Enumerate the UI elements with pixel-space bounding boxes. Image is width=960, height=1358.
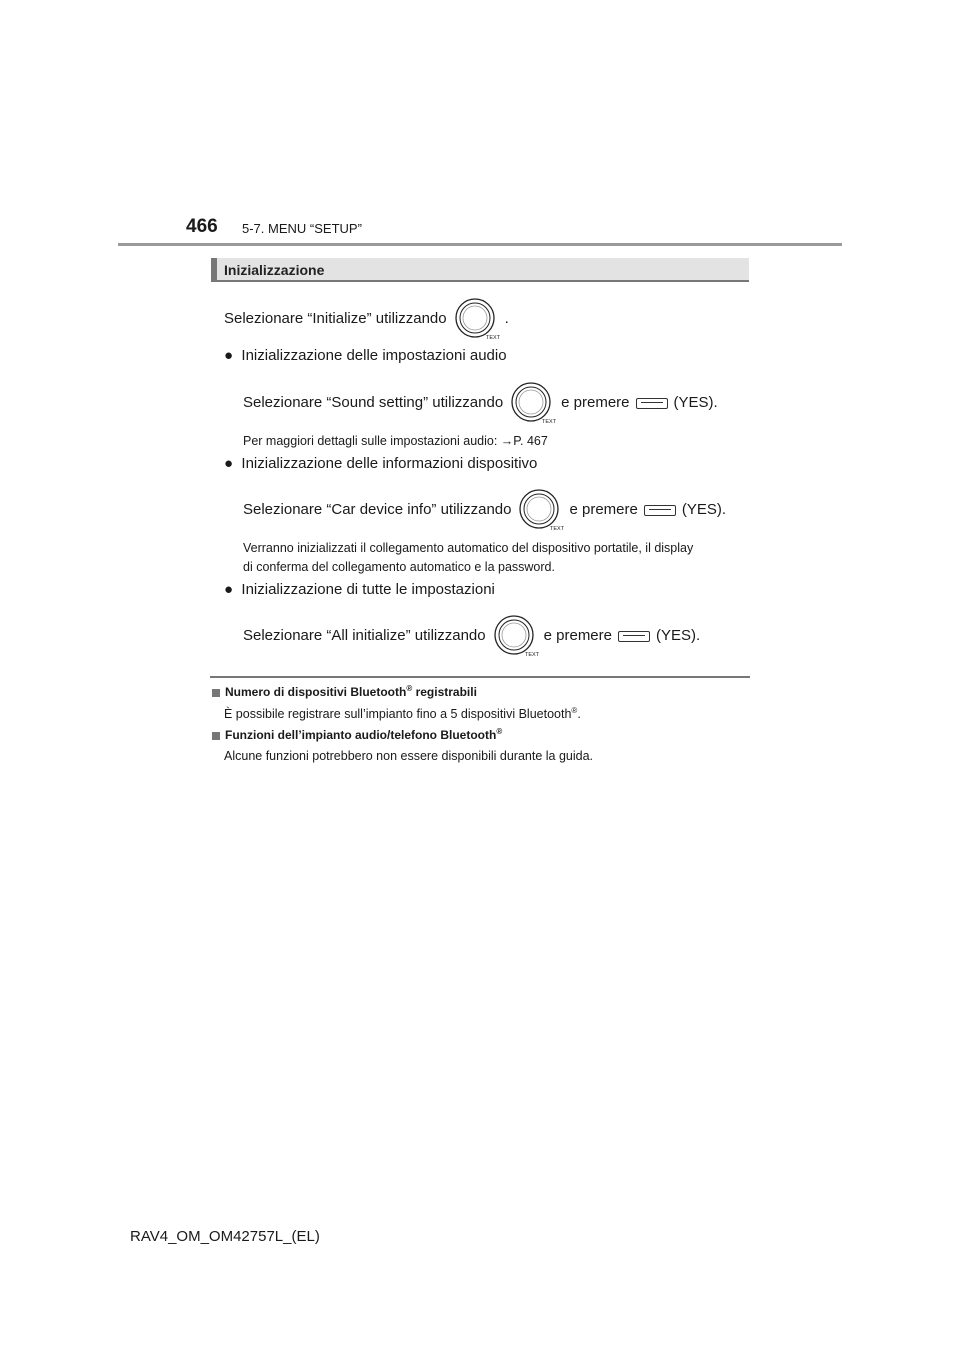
steering-switch-icon — [636, 398, 668, 409]
item-note-device-1: Verranno inizializzati il collegamento automatico del dispositivo portatile, il display — [243, 541, 694, 555]
header-rule — [118, 243, 842, 246]
item-title-device: ● Inizializzazione delle informazioni dispositivo — [224, 455, 538, 472]
intro-pre: Selezionare “Initialize” utilizzando — [224, 309, 447, 327]
item-instruction-audio: Selezionare “Sound setting” utilizzando TEXT e premere (YES). — [243, 382, 718, 424]
section-title: 5-7. MENU “SETUP” — [242, 221, 362, 236]
item-title-all: ● Inizializzazione di tutte le impostazioni — [224, 581, 495, 598]
item-title-audio: ● Inizializzazione delle impostazioni audio — [224, 347, 507, 364]
tune-knob-icon — [494, 615, 539, 658]
intro-line — [224, 298, 509, 340]
item-note-device-2: di conferma del collegamento automatico e la password. — [243, 560, 555, 574]
square-bullet-icon — [212, 732, 220, 740]
note-text-bluetooth-functions: Alcune funzioni potrebbero non essere disponibili durante la guida. — [224, 749, 594, 763]
section-end-rule — [210, 676, 750, 678]
svg-text:TEXT: TEXT — [550, 526, 565, 532]
intro-post: . — [504, 309, 509, 327]
bullet-icon: ● — [224, 347, 234, 364]
note-title-bluetooth-functions: Funzioni dell’impianto audio/telefono Bluetooth® — [212, 727, 502, 742]
item-instruction-device: Selezionare “Car device info” utilizzando TEXT e premere (YES). — [243, 489, 726, 531]
bullet-icon: ● — [224, 581, 234, 598]
tune-knob-icon — [455, 298, 500, 341]
page-number: 466 — [186, 216, 218, 237]
item-note-audio: Per maggiori dettagli sulle impostazioni audio: →P. 467 — [243, 434, 548, 448]
tune-knob-icon — [519, 489, 565, 532]
svg-text:TEXT: TEXT — [485, 335, 500, 341]
bullet-icon: ● — [224, 455, 234, 472]
steering-switch-icon — [618, 631, 650, 642]
note-text-bluetooth-count: È possibile registrare sull’impianto fino a 5 dispositivi Bluetooth®. — [224, 706, 581, 722]
item-instruction-all: Selezionare “All initialize” utilizzando TEXT e premere (YES). — [243, 615, 700, 657]
tune-knob-icon — [511, 382, 557, 425]
square-bullet-icon — [212, 689, 220, 697]
section-heading: Inizializzazione — [224, 262, 325, 278]
note-title-bluetooth-count: Numero di dispositivi Bluetooth® registrabili — [212, 684, 477, 699]
document-footer: RAV4_OM_OM42757L_(EL) — [130, 1228, 320, 1245]
svg-text:TEXT: TEXT — [524, 652, 539, 658]
steering-switch-icon — [644, 505, 676, 516]
svg-text:TEXT: TEXT — [542, 419, 557, 425]
